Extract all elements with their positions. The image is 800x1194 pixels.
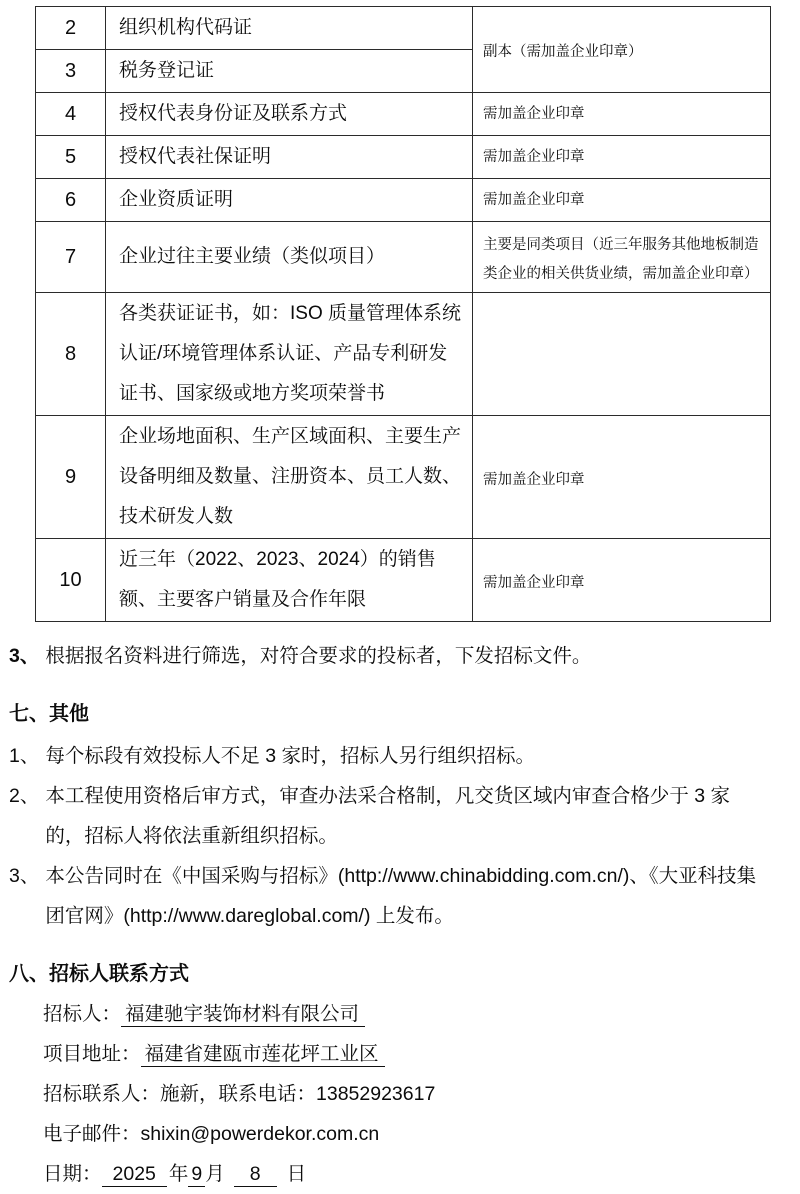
row-number-cell: 6 — [36, 179, 106, 222]
date-day-unit: 日 — [286, 1163, 307, 1185]
row-number-cell: 8 — [36, 293, 106, 416]
list-item-text: 每个标段有效投标人不足 3 家时，招标人另行组织招标。 — [45, 745, 536, 767]
item-cell: 各类获证证书，如：ISO 质量管理体系统认证/环境管理体系认证、产品专利研发证书、国家级或地方奖项荣誉书 — [106, 293, 473, 416]
contact-person-line: 招标联系人：施新，联系电话：13852923617 — [43, 1083, 436, 1105]
item-cell: 企业资质证明 — [106, 179, 473, 222]
date-month-unit: 月 — [205, 1163, 225, 1185]
list-item-number: 1、 — [9, 745, 40, 767]
email-line: 电子邮件：shixin@powerdekor.com.cn — [43, 1123, 380, 1145]
table-row — [36, 539, 771, 622]
date-label: 日期： — [43, 1163, 102, 1185]
list-item — [9, 776, 790, 856]
note-cell: 需加盖企业印章 — [473, 93, 771, 136]
row-number-cell: 7 — [36, 222, 106, 293]
bidder-line — [43, 994, 790, 1034]
list-item-text: 本公告同时在《中国采购与招标》(http://www.chinabidding.com.cn/)、《大亚科技集团官网》(http://www.dareglobal.com/) 上发布。 — [45, 865, 757, 927]
date-month: 9 — [188, 1163, 205, 1187]
row-number-cell: 9 — [36, 416, 106, 539]
project-address-line — [43, 1034, 790, 1074]
table-row — [36, 93, 771, 136]
item-cell: 组织机构代码证 — [106, 7, 473, 50]
paragraph-number: 3、 — [9, 645, 40, 667]
table-row — [36, 136, 771, 179]
table-row — [36, 416, 771, 539]
date-day: 8 — [234, 1163, 277, 1187]
address-label: 项目地址： — [43, 1043, 141, 1065]
section-heading-other: 七、其他 — [9, 703, 89, 725]
note-cell: 主要是同类项目（近三年服务其他地板制造类企业的相关供货业绩，需加盖企业印章） — [473, 222, 771, 293]
paragraph-text: 根据报名资料进行筛选，对符合要求的投标者，下发招标文件。 — [45, 645, 592, 667]
note-cell: 需加盖企业印章 — [473, 179, 771, 222]
other-section-list — [9, 736, 790, 936]
item-cell: 授权代表社保证明 — [106, 136, 473, 179]
row-number-cell: 5 — [36, 136, 106, 179]
item-cell: 税务登记证 — [106, 50, 473, 93]
note-cell — [473, 293, 771, 416]
row-number-cell: 2 — [36, 7, 106, 50]
bidder-name: 福建驰宇装饰材料有限公司 — [121, 1003, 365, 1027]
list-item — [9, 856, 790, 936]
item-cell: 授权代表身份证及联系方式 — [106, 93, 473, 136]
item-cell: 近三年（2022、2023、2024）的销售额、主要客户销量及合作年限 — [106, 539, 473, 622]
table-row — [36, 222, 771, 293]
date-year-unit: 年 — [168, 1163, 189, 1185]
note-cell: 需加盖企业印章 — [473, 136, 771, 179]
date-line — [43, 1154, 790, 1194]
bidder-label: 招标人： — [43, 1003, 122, 1025]
table-row — [36, 179, 771, 222]
list-item — [9, 736, 790, 776]
paragraph-filter-notice — [9, 636, 790, 676]
table-row — [36, 293, 771, 416]
row-number-cell: 10 — [36, 539, 106, 622]
project-address: 福建省建瓯市莲花坪工业区 — [141, 1043, 385, 1067]
section-heading-contact: 八、招标人联系方式 — [9, 963, 189, 985]
note-cell: 需加盖企业印章 — [473, 416, 771, 539]
item-cell: 企业场地面积、生产区域面积、主要生产设备明细及数量、注册资本、员工人数、技术研发人数 — [106, 416, 473, 539]
item-cell: 企业过往主要业绩（类似项目） — [106, 222, 473, 293]
list-item-text: 本工程使用资格后审方式，审查办法采合格制，凡交货区域内审查合格少于 3 家的，招标人将依法重新组织招标。 — [45, 785, 731, 847]
contact-block — [43, 994, 790, 1194]
list-item-number: 2、 — [9, 785, 40, 807]
table-row — [36, 7, 771, 50]
application-materials-table — [35, 6, 771, 622]
note-cell: 需加盖企业印章 — [473, 539, 771, 622]
note-cell: 副本（需加盖企业印章） — [473, 7, 771, 93]
list-item-number: 3、 — [9, 865, 40, 887]
row-number-cell: 3 — [36, 50, 106, 93]
row-number-cell: 4 — [36, 93, 106, 136]
date-year: 2025 — [102, 1163, 167, 1187]
